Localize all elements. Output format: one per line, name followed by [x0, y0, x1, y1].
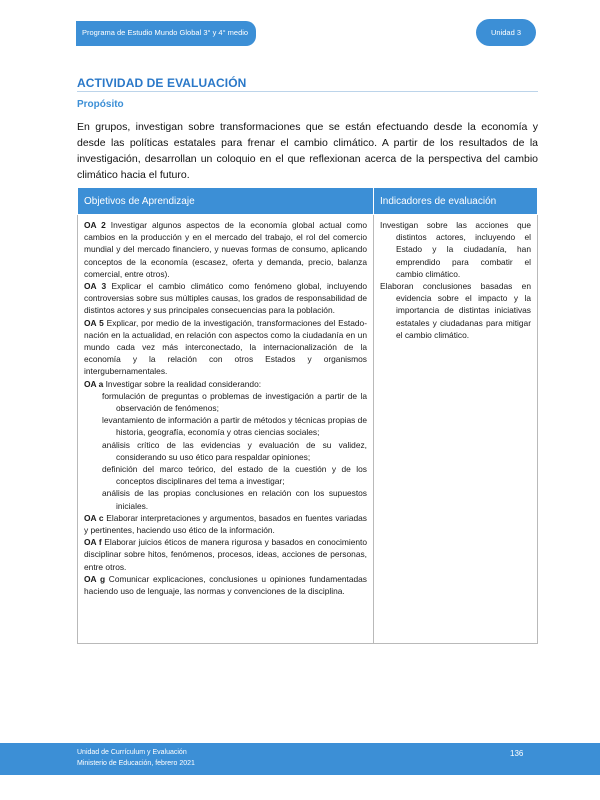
footer-ministry: Ministerio de Educación, febrero 2021 — [77, 760, 195, 767]
oa5-item — [84, 317, 367, 378]
purpose-text: En grupos, investigan sobre transformaciones que se están efectuando desde la economía y desde las políticas estatales para frenar el cambio climático. A partir de los resultados de la investigación, desarrollan un coloquio en el que reflexionan acerca de la perspectiva del cambio climático hacia el futuro. — [77, 121, 538, 181]
oa-text: Comunicar explicaciones, conclusiones u opiniones fundamentadas haciendo uso de lenguaje, las normas y convenciones de la disciplina. — [84, 573, 367, 597]
indicators-cell — [374, 215, 538, 644]
list-item: análisis crítico de las evidencias y evaluación de su validez, considerando su uso ético para respaldar opiniones; — [102, 439, 367, 462]
oaf-item — [84, 536, 367, 573]
oa2-item — [84, 219, 367, 280]
indicator-item: Investigan sobre las acciones que distintos actores, incluyendo el Estado y la ciudadanía, han emprendido para combatir el cambio climático. — [380, 220, 531, 279]
title-divider — [77, 91, 538, 92]
oa-text: Elaborar juicios éticos de manera rigurosa y basados en conocimiento disciplinar sobre hitos, fenómenos, procesos, ideas, acciones de personas, entre otros. — [84, 537, 368, 572]
oa-code: OA f — [84, 537, 102, 548]
oa-code: OA 3 — [84, 281, 107, 292]
oa-text: Investigar algunos aspectos de la economía global actual como cambios en la producción y en el mercado del trabajo, el rol del comercio mundial y del mercado financiero, y nuevas formas de consumo, aplicando conceptos de la economía (escasez, oferta y demanda, precio, balanza comercial, entre otros). — [84, 220, 368, 279]
oa-code: OA 5 — [84, 317, 104, 328]
indicator-item: Elaboran conclusiones basadas en evidencia sobre el impacto y la importancia de distintas iniciativas estatales y ciudadanas para mitigar el cambio climático. — [380, 281, 531, 340]
oaa-item — [84, 378, 367, 390]
table-row — [78, 215, 538, 644]
oa-code: OA a — [84, 378, 104, 389]
oa-code: OA g — [84, 573, 106, 584]
oa-text: Explicar el cambio climático como fenómeno global, incluyendo controversias sobre sus múltiples causas, los grados de responsabilidad de distintos actores y sus principales consecuencias para la población. — [84, 281, 367, 316]
oa-text: Explicar, por medio de la investigación, transformaciones del Estado-nación en la actualidad, en relación con aspectos como la ciudadanía en un mundo cada vez más interconectado, la internacionalización de la economía y la relación con otros Estados y organismos intergubernamentales. — [84, 317, 367, 377]
list-item: definición del marco teórico, del estado de la cuestión y de los conceptos disciplinares del tema a investigar; — [102, 464, 367, 487]
page-number: 136 — [510, 749, 524, 758]
oag-item — [84, 573, 367, 597]
footer-unit: Unidad de Currículum y Evaluación — [77, 749, 187, 756]
objectives-header: Objetivos de Aprendizaje — [78, 188, 374, 215]
list-item: análisis de las propias conclusiones en relación con los supuestos iniciales. — [102, 488, 367, 511]
list-item: formulación de preguntas o problemas de investigación a partir de la observación de fenómenos; — [102, 390, 367, 414]
objectives-cell — [78, 215, 374, 644]
unit-badge: Unidad 3 — [476, 19, 536, 46]
indicators-header: Indicadores de evaluación — [374, 188, 538, 215]
evaluation-table — [77, 187, 538, 644]
table-header-row — [78, 188, 538, 215]
oa-code: OA c — [84, 512, 104, 523]
oa3-item — [84, 280, 367, 317]
oac-item — [84, 512, 367, 536]
list-item: levantamiento de información a partir de métodos y técnicas propias de historia, geografía, economía y otras ciencias sociales; — [102, 415, 367, 438]
oa-text: Elaborar interpretaciones y argumentos, basados en fuentes variadas y pertinentes, haciendo uso ético de la información. — [84, 512, 367, 536]
oa-text: Investigar sobre la realidad considerando: — [105, 378, 262, 389]
page-footer — [0, 743, 600, 775]
program-header-bar — [76, 21, 256, 46]
activity-title: ACTIVIDAD DE EVALUACIÓN — [77, 76, 247, 90]
program-title: Programa de Estudio Mundo Global 3° y 4° medio — [82, 28, 249, 37]
oa-code: OA 2 — [84, 220, 106, 230]
purpose-heading: Propósito — [77, 99, 124, 110]
